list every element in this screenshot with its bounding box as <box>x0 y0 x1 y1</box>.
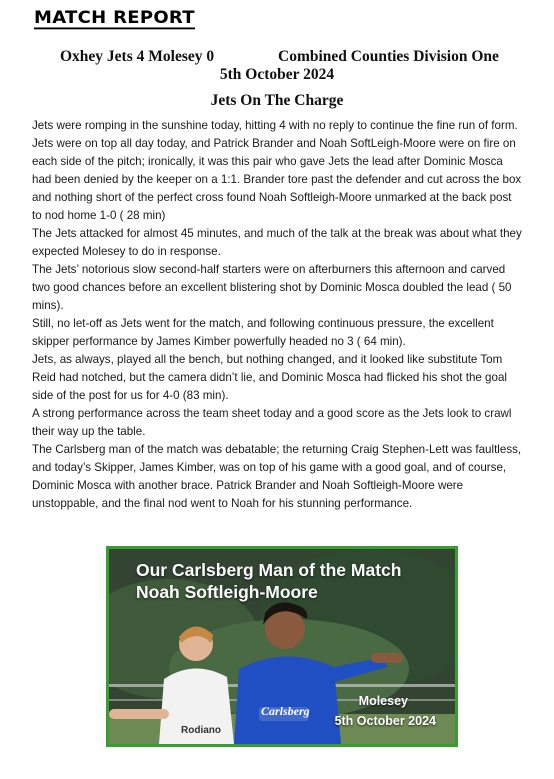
motm-opponent: Molesey <box>358 694 408 708</box>
competition-name: Combined Counties Division One <box>278 48 499 65</box>
report-paragraph: Still, no let-off as Jets went for the match, and following continuous pressure, the excellent skipper performance by James Kimber powerfully headed no 3 ( 64 min). <box>32 317 494 348</box>
report-paragraph: The Carlsberg man of the match was debatable; the returning Craig Stephen-Lett was faultless, and today’s Skipper, James Kimber, was on top of his game with a good goal, and of course, Dominic Mosca with another brace. Patrick Brander and Noah Softleigh-Moore were unstoppable, and the final nod went to Noah for his stunning performance. <box>32 443 522 510</box>
report-paragraph: Jets were on top all day today, and Patrick Brander and Noah SoftLeigh-Moore were on fire on each side of the pitch; ironically, it was this pair who gave Jets the lead after Dominic Mosca had been denied by the keeper on a 1:1. Brander tore past the defender and cut across the box and nothing short of the perfect cross found Noah Softleigh-Moore unmarked at the back post to nod home 1-0 ( 28 min) <box>32 137 522 222</box>
report-body <box>32 117 524 513</box>
report-paragraph: The Jets attacked for almost 45 minutes, and much of the talk at the break was about what they expected Molesey to do in response. <box>32 227 522 258</box>
report-paragraph: Jets, as always, played all the bench, but nothing changed, and it looked like substitute Tom Reid had notched, but the camera didn’t lie, and Dominic Mosca had flicked his shot the goal side of the post for us for 4-0 (83 min). <box>32 353 507 402</box>
motm-title: Our Carlsberg Man of the Match <box>136 560 402 580</box>
report-paragraph: Jets were romping in the sunshine today, hitting 4 with no reply to continue the fine run of form. <box>32 119 518 132</box>
shirt-sponsor-logo: Carlsberg <box>261 704 310 718</box>
report-headline: Jets On The Charge <box>210 92 344 109</box>
motm-player-name: Noah Softleigh-Moore <box>136 582 318 602</box>
match-report-heading: MATCH REPORT <box>34 8 195 28</box>
match-result: Oxhey Jets 4 Molesey 0 <box>60 48 215 65</box>
match-date: 5th October 2024 <box>219 66 335 83</box>
away-shirt-sponsor: Rodiano <box>181 725 221 736</box>
man-of-the-match-graphic <box>106 546 458 747</box>
report-paragraph: The Jets’ notorious slow second-half starters were on afterburners this afternoon and carved two good chances before an excellent blistering shot by Dominic Mosca doubled the lead ( 50 mins). <box>32 263 512 312</box>
report-paragraph: A strong performance across the team sheet today and a good score as the Jets look to crawl their way up the table. <box>32 407 512 438</box>
motm-date: 5th October 2024 <box>334 714 436 728</box>
